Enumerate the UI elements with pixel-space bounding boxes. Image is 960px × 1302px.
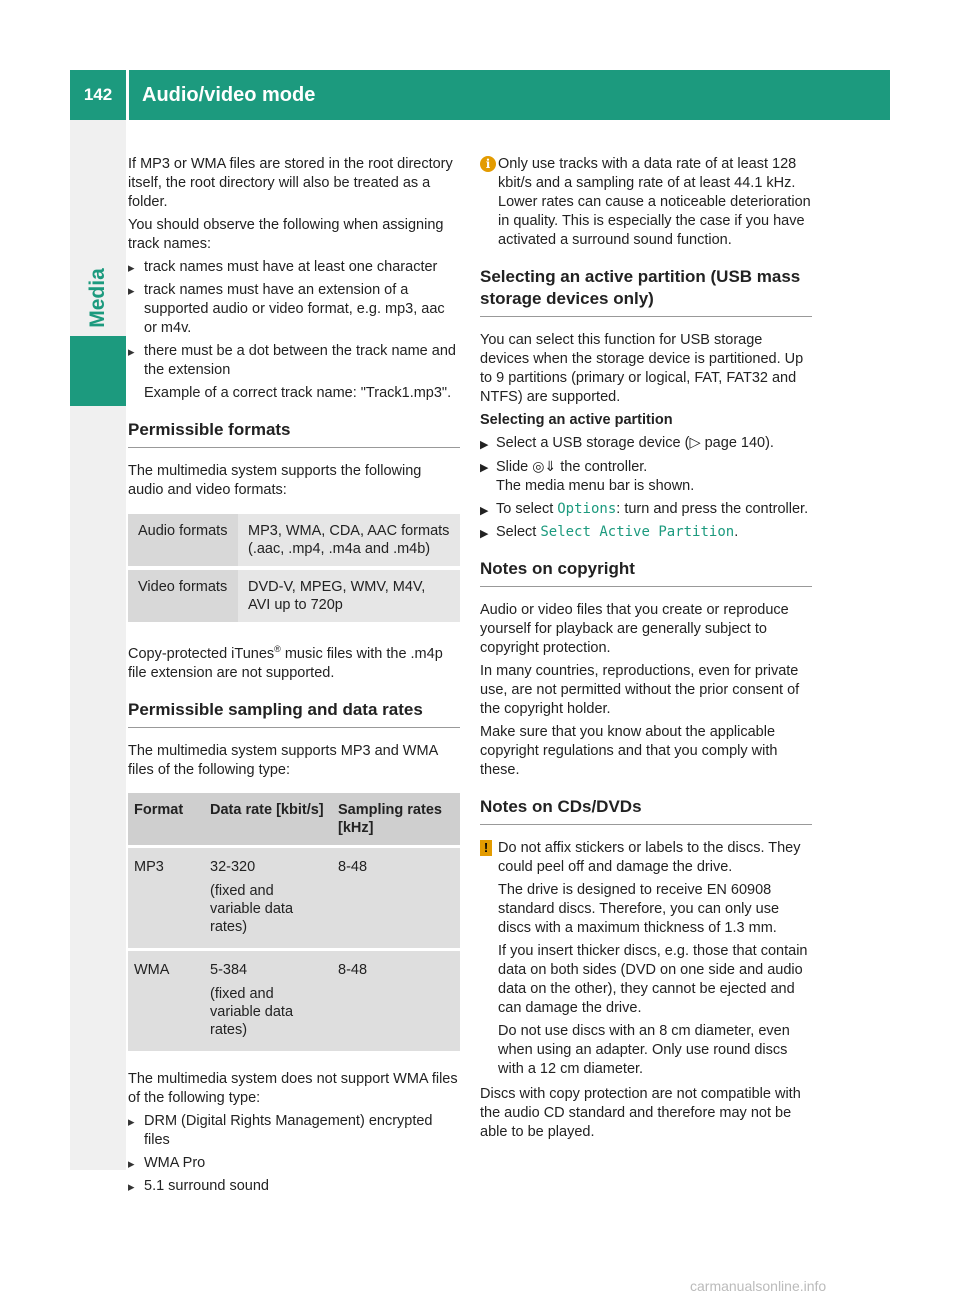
paragraph: Audio or video files that you create or reproduce yourself for playback are generally subject to copyright protection. — [480, 602, 789, 656]
table-cell: MP3, WMA, CDA, AAC formats (.aac, .mp4, .m4a and .m4b) — [238, 514, 460, 566]
controller-slide-down-icon: ◎⇓ — [532, 458, 557, 474]
intro-paragraph: You should observe the following when assigning track names: — [128, 217, 444, 252]
paragraph: In many countries, reproductions, even for private use, are not permitted without the prior consent of the copyright holder. — [480, 663, 800, 717]
table-cell: Audio formats — [128, 514, 238, 566]
sub-heading: Selecting an active partition — [480, 412, 673, 428]
formats-table — [128, 510, 460, 626]
list-item: ▸ DRM (Digital Rights Management) encrypted files — [128, 1112, 460, 1150]
table-cell: 8-48 — [332, 951, 460, 1051]
section-intro: The multimedia system supports the following audio and video formats: — [128, 463, 422, 498]
intro-paragraph: If MP3 or WMA files are stored in the root directory itself, the root directory will also be treated as a folder. — [128, 156, 453, 210]
warning-text: Do not affix stickers or labels to the discs. They could peel off and damage the drive. — [498, 840, 801, 875]
table-cell: MP3 — [128, 848, 204, 948]
step-item: ▶ Slide ◎⇓ the controller. The media menu bar is shown. — [480, 457, 812, 496]
page-title: Audio/video mode — [142, 84, 316, 106]
list-item: ▸ track names must have an extension of a supported audio or video format, e.g. mp3, aac or m4v. — [128, 281, 460, 338]
step-item: ▶ To select Options: turn and press the controller. — [480, 500, 812, 519]
table-cell: 5-384 (fixed and variable data rates) — [204, 951, 332, 1051]
warning-note — [480, 839, 812, 1079]
section-intro: The multimedia system supports MP3 and WMA files of the following type: — [128, 742, 438, 778]
warning-icon: ! — [480, 840, 492, 856]
table-cell: Video formats — [128, 570, 238, 622]
side-tab-marker — [70, 336, 126, 406]
warning-text: Do not use discs with an 8 cm diameter, even when using an adapter. Only use round discs with a 12 cm diameter. — [498, 1023, 790, 1077]
list-item — [128, 342, 460, 403]
list-item: ▸ WMA Pro — [128, 1154, 460, 1173]
table-row — [128, 848, 460, 948]
column-header: Sampling rates [kHz] — [332, 793, 460, 845]
warning-text: The drive is designed to receive EN 60908 standard discs. Therefore, you can only use discs with a maximum thickness of 1.3 mm. — [498, 882, 780, 936]
partition-steps — [480, 434, 812, 542]
section-heading: Notes on copyright — [480, 558, 812, 587]
section-heading: Permissible sampling and data rates — [128, 699, 460, 728]
track-rules-list — [128, 258, 460, 403]
info-note-text: Only use tracks with a data rate of at least 128 kbit/s and a sampling rate of at least 44.1 kHz. Lower rates can cause a noticeable deterioration in quality. This is especially the case if you have activated a surround sound function. — [498, 156, 811, 248]
column-header: Data rate [kbit/s] — [204, 793, 332, 845]
list-item-text: there must be a dot between the track name and the extension — [144, 343, 456, 378]
copy-protected-note: Copy-protected iTunes® music files with the .m4p file extension are not supported. — [128, 644, 443, 681]
section-heading: Selecting an active partition (USB mass storage devices only) — [480, 266, 812, 317]
page-ref-icon: ▷ — [689, 435, 701, 451]
example-text: Example of a correct track name: "Track1.mp3". — [144, 385, 452, 401]
left-column — [128, 155, 460, 1200]
step-item: ▶ Select Select Active Partition. — [480, 523, 812, 542]
table-cell: 32-320 (fixed and variable data rates) — [204, 848, 332, 948]
header-divider — [126, 70, 129, 120]
list-item: ▸ 5.1 surround sound — [128, 1177, 460, 1196]
registered-mark: ® — [274, 644, 281, 654]
paragraph: Make sure that you know about the applicable copyright regulations and that you comply with these. — [480, 724, 778, 778]
section-intro: You can select this function for USB storage devices when the storage device is partitioned. Up to 9 partitions (primary or logical, FAT, FAT32 and NTFS) are supported. — [480, 332, 804, 405]
section-heading: Notes on CDs/DVDs — [480, 796, 812, 825]
paragraph: Discs with copy protection are not compatible with the audio CD standard and therefore may not be able to be played. — [480, 1086, 801, 1140]
right-column — [480, 155, 812, 1146]
table-cell: DVD-V, MPEG, WMV, M4V, AVI up to 720p — [238, 570, 460, 622]
wma-intro: The multimedia system does not support WMA files of the following type: — [128, 1070, 458, 1106]
info-icon: i — [480, 156, 496, 172]
menu-option-select-active-partition: Select Active Partition — [540, 524, 735, 540]
warning-text: If you insert thicker discs, e.g. those that contain data on both sides (DVD on one side and audio data on the other), they cannot be ejected and can damage the drive. — [498, 943, 808, 1016]
menu-option-options: Options — [557, 501, 617, 517]
sampling-rates-table — [128, 790, 460, 1054]
info-note — [480, 155, 812, 250]
section-heading: Permissible formats — [128, 419, 460, 448]
page-number: 142 — [83, 85, 113, 104]
list-item: ▸ track names must have at least one character — [128, 258, 460, 277]
column-header: Format — [128, 793, 204, 845]
table-cell: WMA — [128, 951, 204, 1051]
table-row — [128, 514, 460, 566]
wma-unsupported-list — [128, 1112, 460, 1196]
step-item: ▶ Select a USB storage device (▷ page 140). — [480, 434, 812, 453]
table-header-row — [128, 793, 460, 845]
watermark: carmanualsonline.info — [690, 1278, 827, 1294]
table-cell: 8-48 — [332, 848, 460, 948]
table-row — [128, 570, 460, 622]
table-row — [128, 951, 460, 1051]
